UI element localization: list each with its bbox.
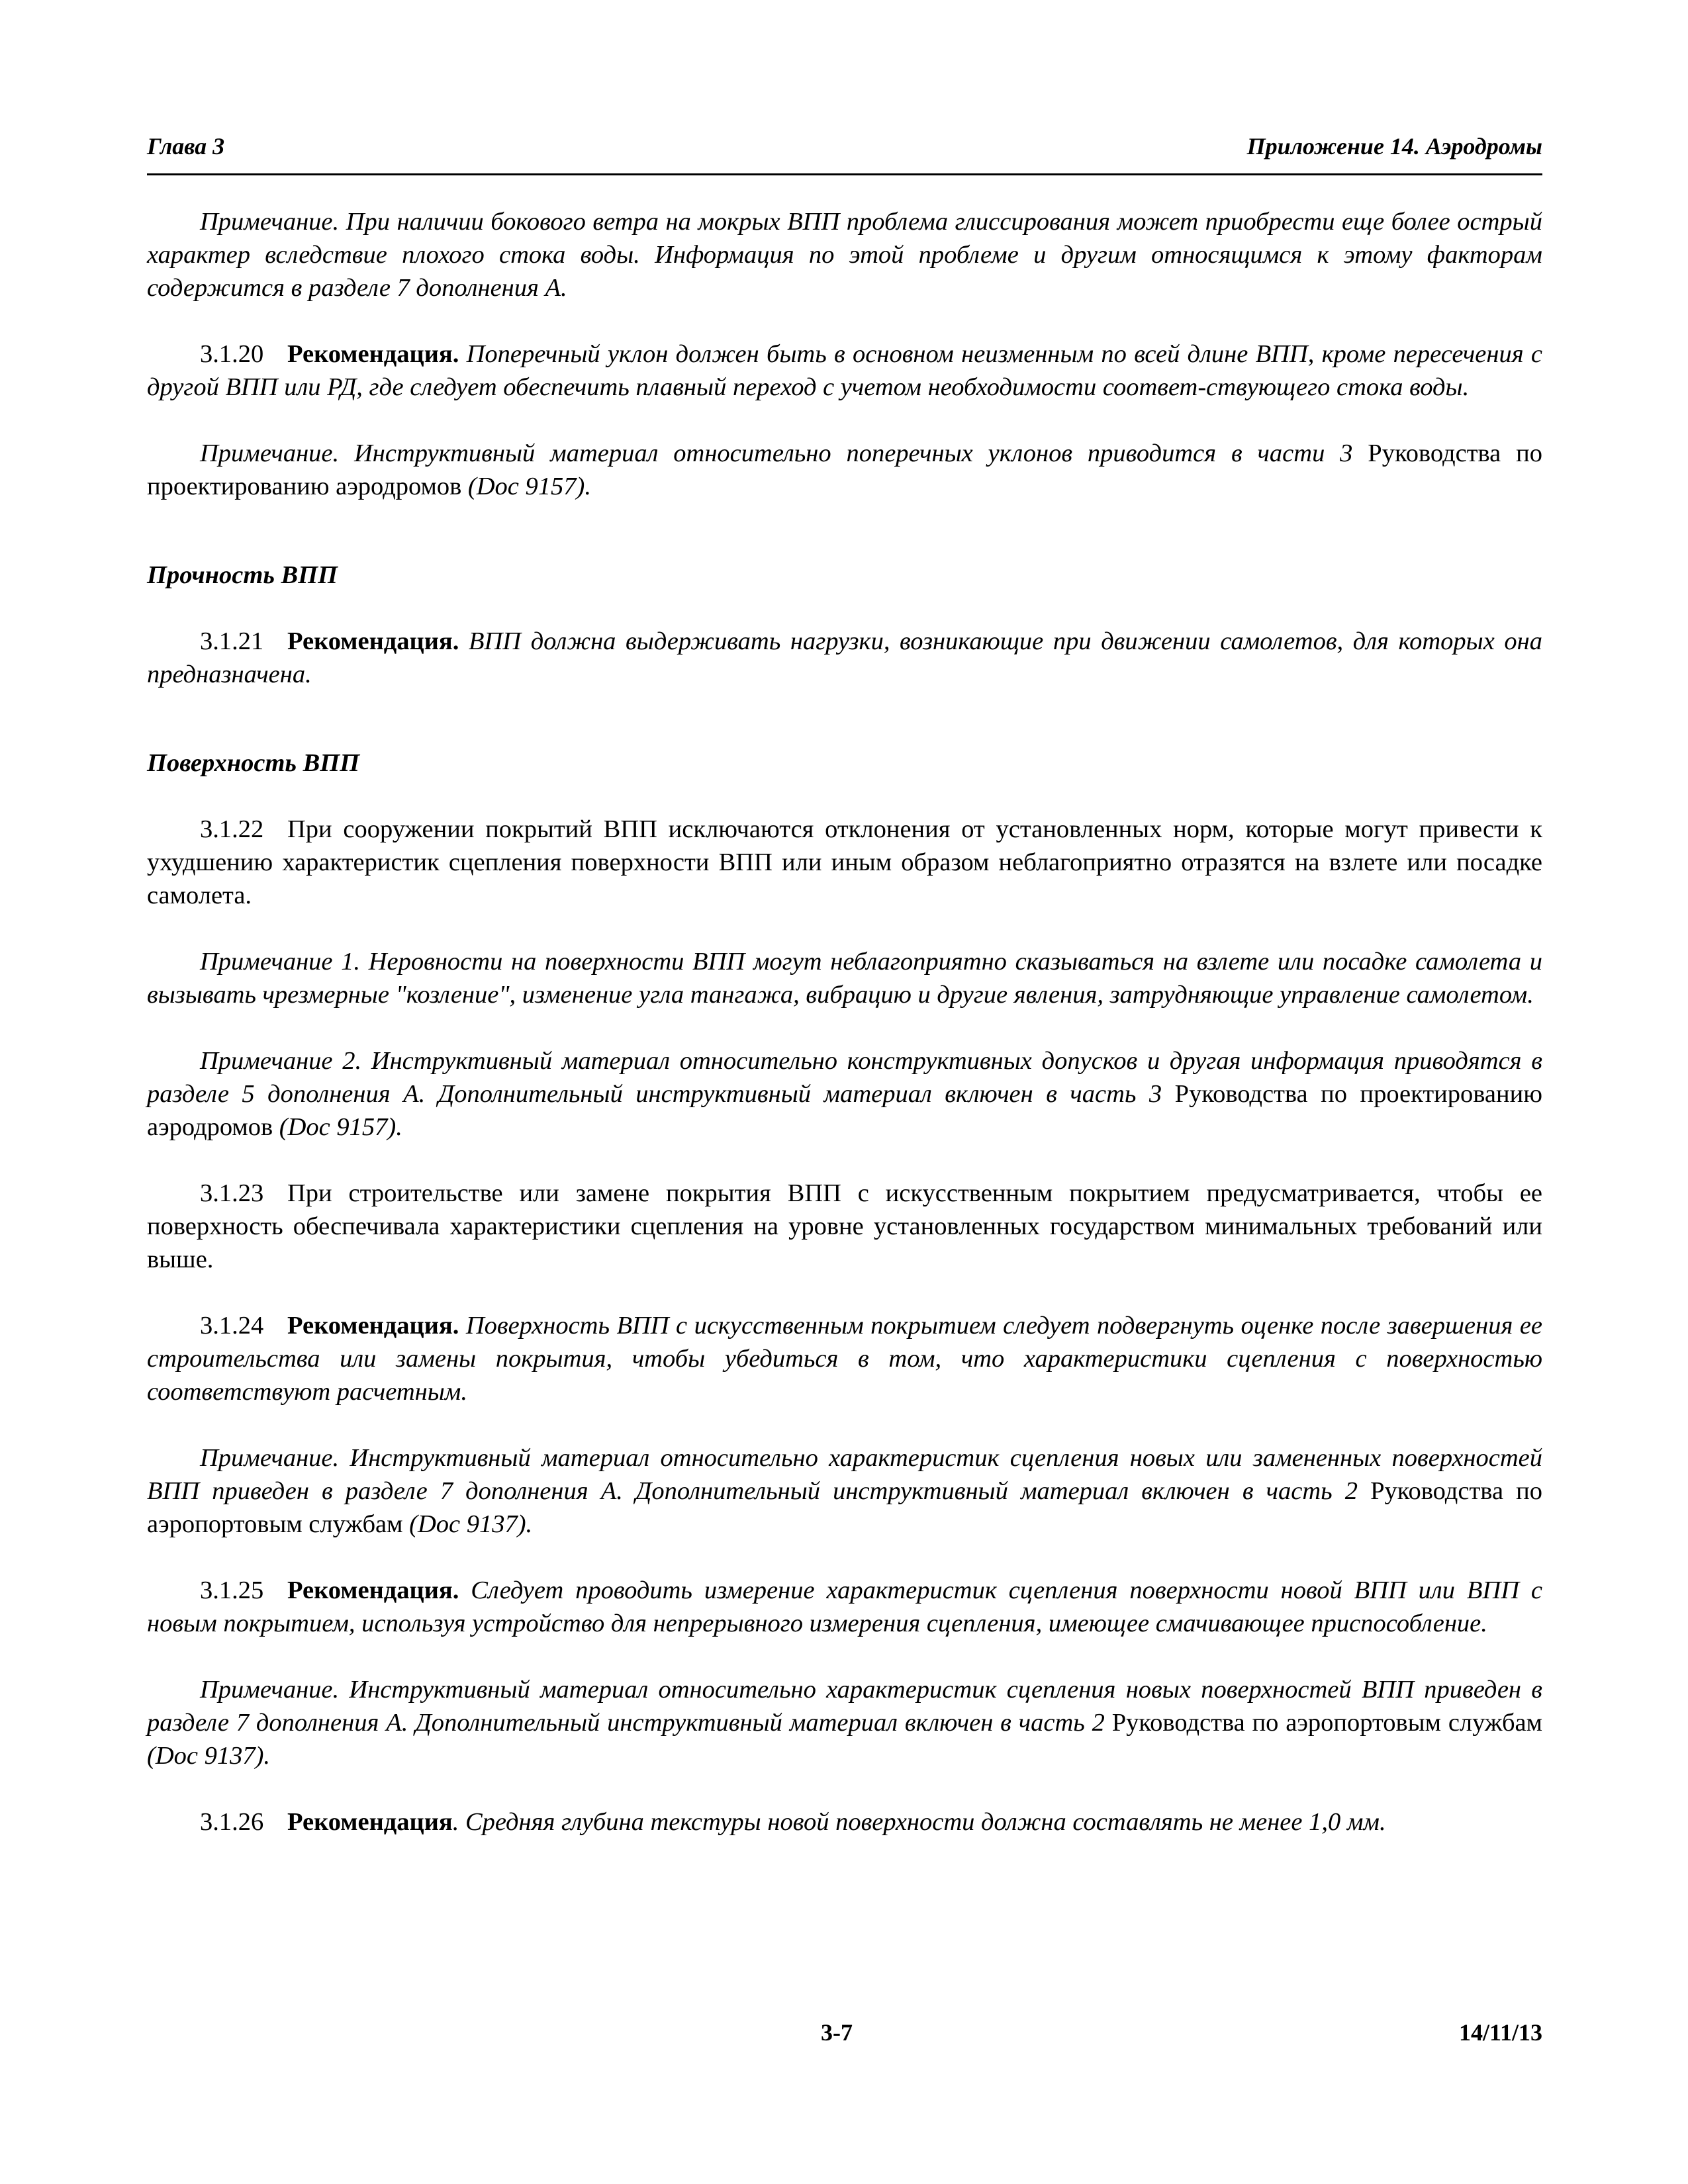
paragraph-number: 3.1.25 [200, 1576, 264, 1604]
paragraph-number: 3.1.20 [200, 340, 264, 368]
paragraph-3-1-25 [147, 1574, 1542, 1640]
manual-reference: Руководства по аэропортовым службам [147, 1477, 1542, 1538]
paragraph-text: Следует проводить измерение характеристик сцепления поверхности новой ВПП или ВПП с новым покрытием, используя устройство для непрерывного измерения сцепления, имеющее смачивающее приспособление. [147, 1576, 1542, 1637]
recommendation-label: Рекомендация. [287, 1312, 459, 1340]
paragraph-text: При сооружении покрытий ВПП исключаются отклонения от установленных норм, которые могут привести к ухудшению характеристик сцепления поверхности ВПП или иным образом неблагоприятно отразятся на взлете или посадке самолета. [147, 815, 1542, 909]
recommendation-label: Рекомендация. [287, 627, 459, 655]
note-text: Примечание. Инструктивный материал относительно характеристик сцепления новых поверхностей ВПП приведен в разделе 7 дополнения А. Дополнительный инструктивный материал включен в часть 2 [147, 1676, 1542, 1737]
paragraph-number: 3.1.23 [200, 1179, 264, 1207]
document-body [147, 205, 1542, 1839]
paragraph-number: 3.1.26 [200, 1808, 264, 1836]
note-transverse-slopes [147, 437, 1542, 503]
doc-reference: (Doc 9137). [147, 1742, 271, 1770]
page-header [147, 132, 1542, 175]
note-text: Примечание. Инструктивный материал относительно характеристик сцепления новых или замененных поверхностей ВПП приведен в разделе 7 дополнения А. Дополнительный инструктивный материал включен в часть 2 [147, 1444, 1542, 1505]
recommendation-label: Рекомендация [287, 1808, 453, 1836]
manual-reference: Руководства по аэропортовым службам [1111, 1709, 1542, 1737]
heading-runway-surface: Поверхность ВПП [147, 749, 360, 777]
manual-reference: Руководства по проектированию аэродромов [147, 439, 1542, 500]
note-text: Примечание. Инструктивный материал относительно поперечных уклонов приводится в части 3 [200, 439, 1353, 467]
paragraph-3-1-20 [147, 338, 1542, 404]
paragraph-text: Поверхность ВПП с искусственным покрытием следует подвергнуть оценке после завершения ее строительства или замены покрытия, чтобы убедиться в том, что характеристики сцепления с поверхностью соответствуют расчетным. [147, 1312, 1542, 1406]
note-crosswind: Примечание. При наличии бокового ветра на мокрых ВПП проблема глиссирования может приобрести еще более острый характер вследствие плохого стока воды. Информация по этой проблеме и другим относящимся к этому факторам содержится в разделе 7 дополнения А. [147, 208, 1542, 302]
recommendation-label: Рекомендация. [287, 1576, 459, 1604]
annex-title: Приложение 14. Аэродромы [1246, 133, 1542, 159]
note-friction-guidance [147, 1673, 1542, 1772]
note-2-tolerances [147, 1044, 1542, 1144]
paragraph-3-1-23 [147, 1177, 1542, 1276]
note-friction-new-surfaces [147, 1441, 1542, 1541]
chapter-label: Глава 3 [147, 133, 225, 159]
paragraph-text: . Средняя глубина текстуры новой поверхности должна составлять не менее 1,0 мм. [452, 1808, 1386, 1836]
recommendation-label: Рекомендация. [287, 340, 459, 368]
paragraph-3-1-24 [147, 1309, 1542, 1408]
paragraph-number: 3.1.21 [200, 627, 264, 655]
page-number: 3-7 [821, 2019, 853, 2046]
paragraph-3-1-22 [147, 813, 1542, 912]
paragraph-text: При строительстве или замене покрытия ВПП с искусственным покрытием предусматривается, чтобы ее поверхность обеспечивала характеристики сцепления на уровне установленных государством минимальных требований или выше. [147, 1179, 1542, 1273]
paragraph-3-1-26 [147, 1805, 1542, 1839]
doc-reference: (Doc 9157). [467, 473, 591, 500]
note-1-irregularities: Примечание 1. Неровности на поверхности ВПП могут неблагоприятно сказываться на взлете или посадке самолета и вызывать чрезмерные "козление", изменение угла тангажа, вибрацию и другие явления, затрудняющие управление самолетом. [147, 948, 1542, 1009]
paragraph-text: Поперечный уклон должен быть в основном неизменным по всей длине ВПП, кроме пересечения с другой ВПП или РД, где следует обеспечить плавный переход с учетом необходимости соответ-ствующего стока воды. [147, 340, 1542, 401]
paragraph-text: ВПП должна выдерживать нагрузки, возникающие при движении самолетов, для которых она предназначена. [147, 627, 1543, 688]
paragraph-number: 3.1.22 [200, 815, 264, 843]
heading-runway-strength: Прочность ВПП [147, 561, 338, 589]
amendment-date: 14/11/13 [1458, 2019, 1542, 2046]
manual-reference: Руководства по проектированию аэродромов [147, 1080, 1542, 1141]
doc-reference: (Doc 9157). [279, 1113, 402, 1141]
paragraph-number: 3.1.24 [200, 1312, 264, 1340]
doc-reference: (Doc 9137). [409, 1510, 533, 1538]
note-text: Примечание 2. Инструктивный материал относительно конструктивных допусков и другая информация приводятся в разделе 5 дополнения А. Дополнительный инструктивный материал включен в часть 3 [147, 1047, 1542, 1108]
paragraph-3-1-21 [147, 625, 1542, 691]
page-footer [147, 2019, 1542, 2052]
